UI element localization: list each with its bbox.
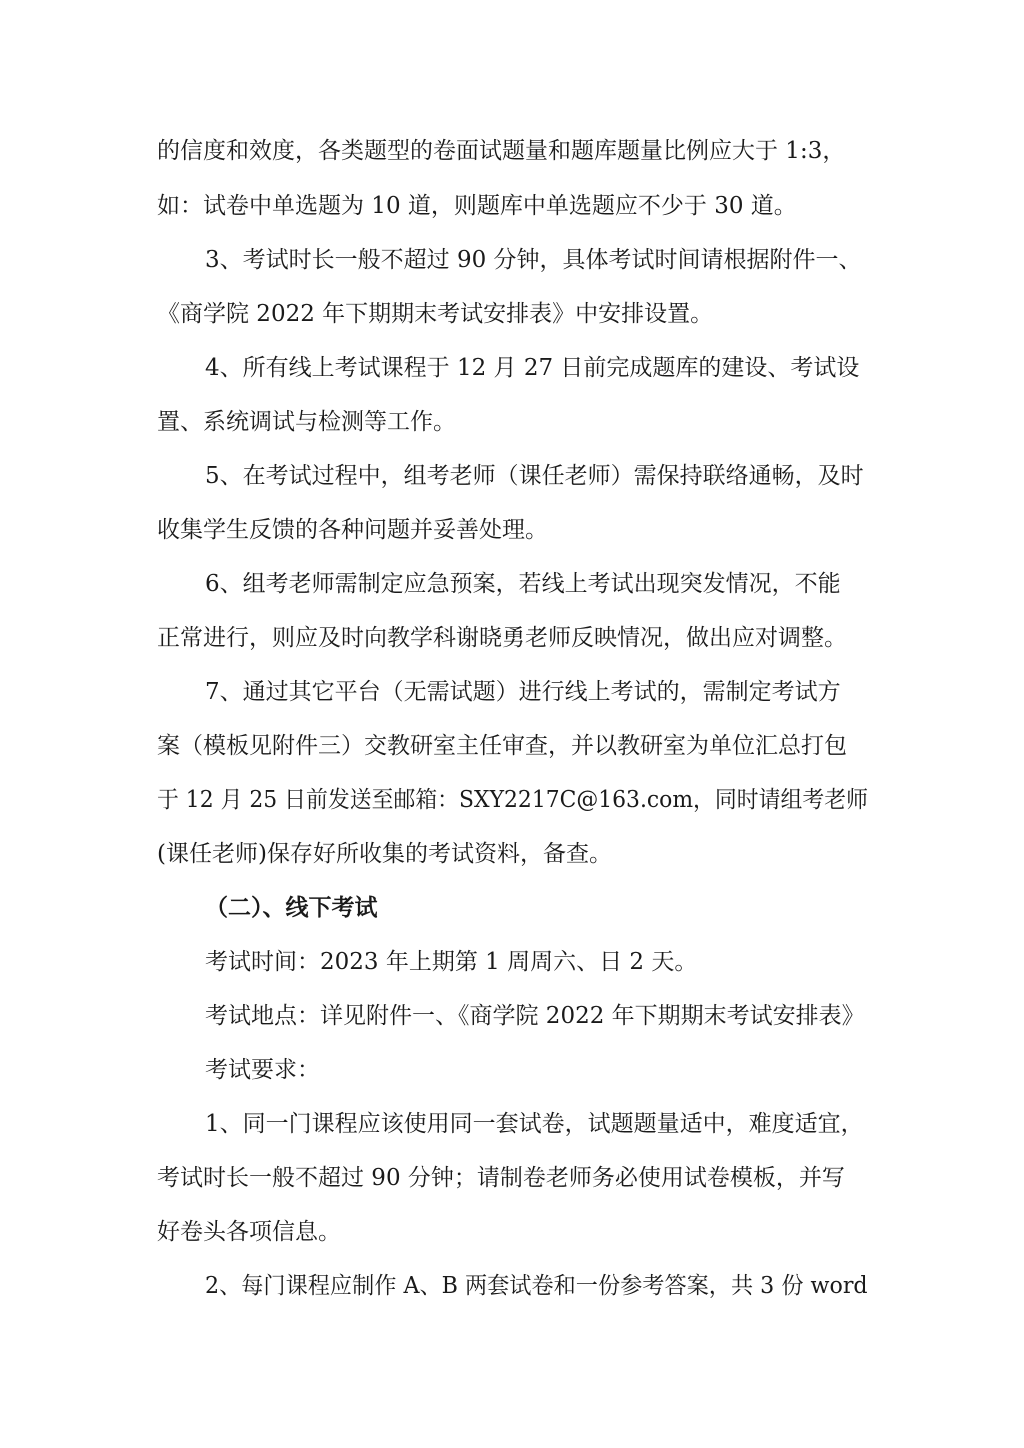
paragraph-line: 1、同一门课程应该使用同一套试卷，试题题量适中，难度适宜， [205,1111,864,1137]
paragraph-line: 正常进行，则应及时向教学科谢晓勇老师反映情况，做出应对调整。 [157,625,847,651]
paragraph-line: 3、考试时长一般不超过 90 分钟，具体考试时间请根据附件一、 [205,247,862,273]
paragraph-line: 5、在考试过程中，组考老师（课任老师）需保持联络通畅，及时 [205,463,864,489]
paragraph-line: 好卷头各项信息。 [157,1219,341,1245]
paragraph-line: 考试地点：详见附件一、《商学院 2022 年下期期末考试安排表》 [205,1003,865,1029]
paragraph-line: 7、通过其它平台（无需试题）进行线上考试的，需制定考试方 [205,679,841,705]
paragraph-line: 4、所有线上考试课程于 12 月 27 日前完成题库的建设、考试设 [205,355,860,381]
paragraph-line: 置、系统调试与检测等工作。 [157,409,456,435]
paragraph-line: 收集学生反馈的各种问题并妥善处理。 [157,517,548,543]
paragraph-line: 于 12 月 25 日前发送至邮箱：SXY2217C@163.com，同时请组考老师 [157,787,868,813]
paragraph-line: 考试要求： [205,1057,320,1083]
paragraph-line: 如：试卷中单选题为 10 道，则题库中单选题应不少于 30 道。 [157,193,797,219]
paragraph-line: 2、每门课程应制作 A、B 两套试卷和一份参考答案，共 3 份 word [205,1273,868,1299]
paragraph-line: 的信度和效度，各类题型的卷面试题量和题库题量比例应大于 1:3， [157,138,846,164]
paragraph-line: 案（模板见附件三）交教研室主任审查，并以教研室为单位汇总打包 [157,733,847,759]
paragraph-line: 考试时间：2023 年上期第 1 周周六、日 2 天。 [205,949,698,975]
paragraph-line: 《商学院 2022 年下期期末考试安排表》中安排设置。 [157,301,714,327]
section-heading: （二）、线下考试 [205,895,378,921]
paragraph-line: 6、组考老师需制定应急预案，若线上考试出现突发情况，不能 [205,571,841,597]
paragraph-line: 考试时长一般不超过 90 分钟；请制卷老师务必使用试卷模板，并写 [157,1165,845,1191]
paragraph-line: (课任老师)保存好所收集的考试资料，备查。 [157,841,612,867]
